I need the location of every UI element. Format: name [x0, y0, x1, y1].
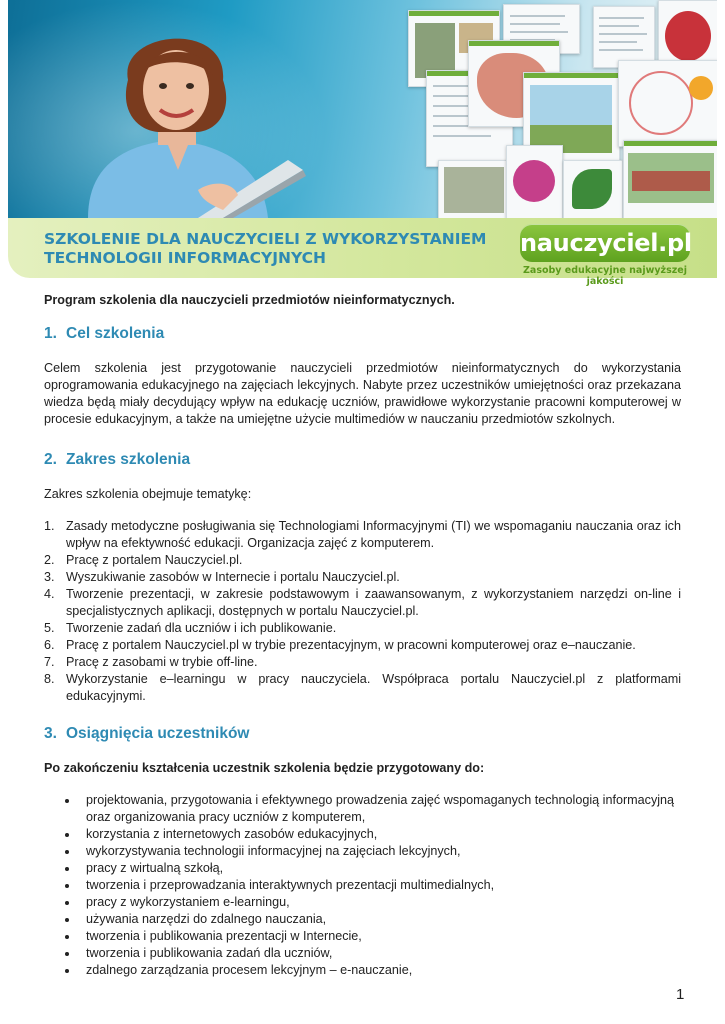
list-item-text: Wykorzystanie e–learningu w pracy nauczyciela. Współpraca portalu Nauczyciel.pl z platformami edukacyjnymi.	[66, 672, 681, 703]
section-heading-scope	[44, 450, 681, 470]
list-item	[44, 671, 681, 705]
list-item-text: Pracę z portalem Nauczyciel.pl w trybie prezentacyjnym, w pracowni komputerowej oraz e–nauczanie.	[66, 638, 636, 652]
list-item-number: 6.	[44, 638, 55, 652]
section-number: 3.	[44, 725, 57, 742]
list-item	[44, 552, 681, 569]
list-item: projektowania, przygotowania i efektywnego prowadzenia zajęć wspomaganych technologią informacyjną oraz organizowania pracy uczniów z komputerem,	[44, 792, 681, 826]
section-title: Cel szkolenia	[66, 325, 165, 342]
list-item: wykorzystywania technologii informacyjnej na zajęciach lekcyjnych,	[44, 843, 681, 860]
list-item	[44, 637, 681, 654]
program-subtitle: Program szkolenia dla nauczycieli przedmiotów nieinformatycznych.	[44, 293, 455, 307]
list-item: zdalnego zarządzania procesem lekcyjnym – e-nauczanie,	[44, 962, 681, 979]
list-item-text: Pracę z zasobami w trybie off-line.	[66, 655, 258, 669]
list-item-text: Tworzenie zadań dla uczniów i ich publikowanie.	[66, 621, 337, 635]
list-item: tworzenia i przeprowadzania interaktywnych prezentacji multimedialnych,	[44, 877, 681, 894]
goal-paragraph: Celem szkolenia jest przygotowanie nauczycieli przedmiotów nieinformatycznych do wykorzystania oprogramowania edukacyjnego na zajęciach lekcyjnych. Nabyte przez uczestników umiejętności oraz przekazana wiedza będą miały decydujący wpływ na edukację uczniów, prawidłowe wykorzystanie pracowni komputerowej w procesie edukacyjnym, a także na umiejętne użycie multimediów w nauczaniu przedmiotów szkolnych.	[44, 361, 681, 426]
nauczyciel-logo	[520, 224, 690, 262]
outcomes-lead: Po zakończeniu kształcenia uczestnik szkolenia będzie przygotowany do:	[44, 761, 485, 775]
section-heading-goal	[44, 324, 681, 344]
collage-screenshot	[563, 160, 623, 218]
list-item: korzystania z internetowych zasobów edukacyjnych,	[44, 826, 681, 843]
logo-text: nauczyciel.pl	[520, 229, 692, 257]
list-item: tworzenia i publikowania prezentacji w Internecie,	[44, 928, 681, 945]
topics-list	[44, 518, 681, 705]
list-item-text: Wyszukiwanie zasobów w Internecie i portalu Nauczyciel.pl.	[66, 570, 400, 584]
section-title: Zakres szkolenia	[66, 451, 191, 468]
list-item-text: Tworzenie prezentacji, w zakresie podstawowym i zaawansowanym, z wykorzystaniem narzędzi on-line i specjalistycznych aplikacji, dostępnych w portalu Nauczyciel.pl.	[66, 587, 681, 618]
document-body	[44, 292, 681, 979]
collage-screenshot	[506, 145, 563, 218]
list-item-number: 7.	[44, 655, 55, 669]
teacher-photo	[48, 20, 308, 218]
list-item: używania narzędzi do zdalnego nauczania,	[44, 911, 681, 928]
header-banner	[8, 0, 717, 218]
list-item	[44, 620, 681, 637]
list-item	[44, 569, 681, 586]
outcomes-list	[44, 792, 681, 979]
list-item: pracy z wirtualną szkołą,	[44, 860, 681, 877]
list-item-number: 3.	[44, 570, 55, 584]
collage-screenshot	[618, 60, 717, 147]
list-item-text: Zasady metodyczne posługiwania się Technologiami Informacyjnymi (TI) we wspomaganiu nauczania oraz ich wpływ na efektywność edukacji. Organizacja zajęć z komputerem.	[66, 519, 681, 550]
list-item-number: 1.	[44, 519, 55, 533]
list-item-number: 5.	[44, 621, 55, 635]
list-item	[44, 518, 681, 552]
list-item: pracy z wykorzystaniem e-learningu,	[44, 894, 681, 911]
section-number: 1.	[44, 325, 57, 342]
section-heading-outcomes	[44, 724, 681, 744]
list-item	[44, 586, 681, 620]
list-item-text: Pracę z portalem Nauczyciel.pl.	[66, 553, 243, 567]
list-item-number: 4.	[44, 587, 55, 601]
collage-screenshot	[593, 6, 655, 68]
collage-screenshot	[438, 160, 510, 218]
page-number: 1	[676, 986, 685, 1003]
section-title: Osiągnięcia uczestników	[66, 725, 250, 742]
logo-tagline: Zasoby edukacyjne najwyższej jakości	[523, 265, 687, 287]
list-item-number: 8.	[44, 672, 55, 686]
scope-intro: Zakres szkolenia obejmuje tematykę:	[44, 487, 252, 501]
list-item: tworzenia i publikowania zadań dla uczniów,	[44, 945, 681, 962]
list-item	[44, 654, 681, 671]
section-number: 2.	[44, 451, 57, 468]
collage-screenshot	[623, 140, 717, 218]
document-title: SZKOLENIE DLA NAUCZYCIELI Z WYKORZYSTANIEM TECHNOLOGII INFORMACYJNYCH	[44, 230, 487, 267]
list-item-number: 2.	[44, 553, 55, 567]
